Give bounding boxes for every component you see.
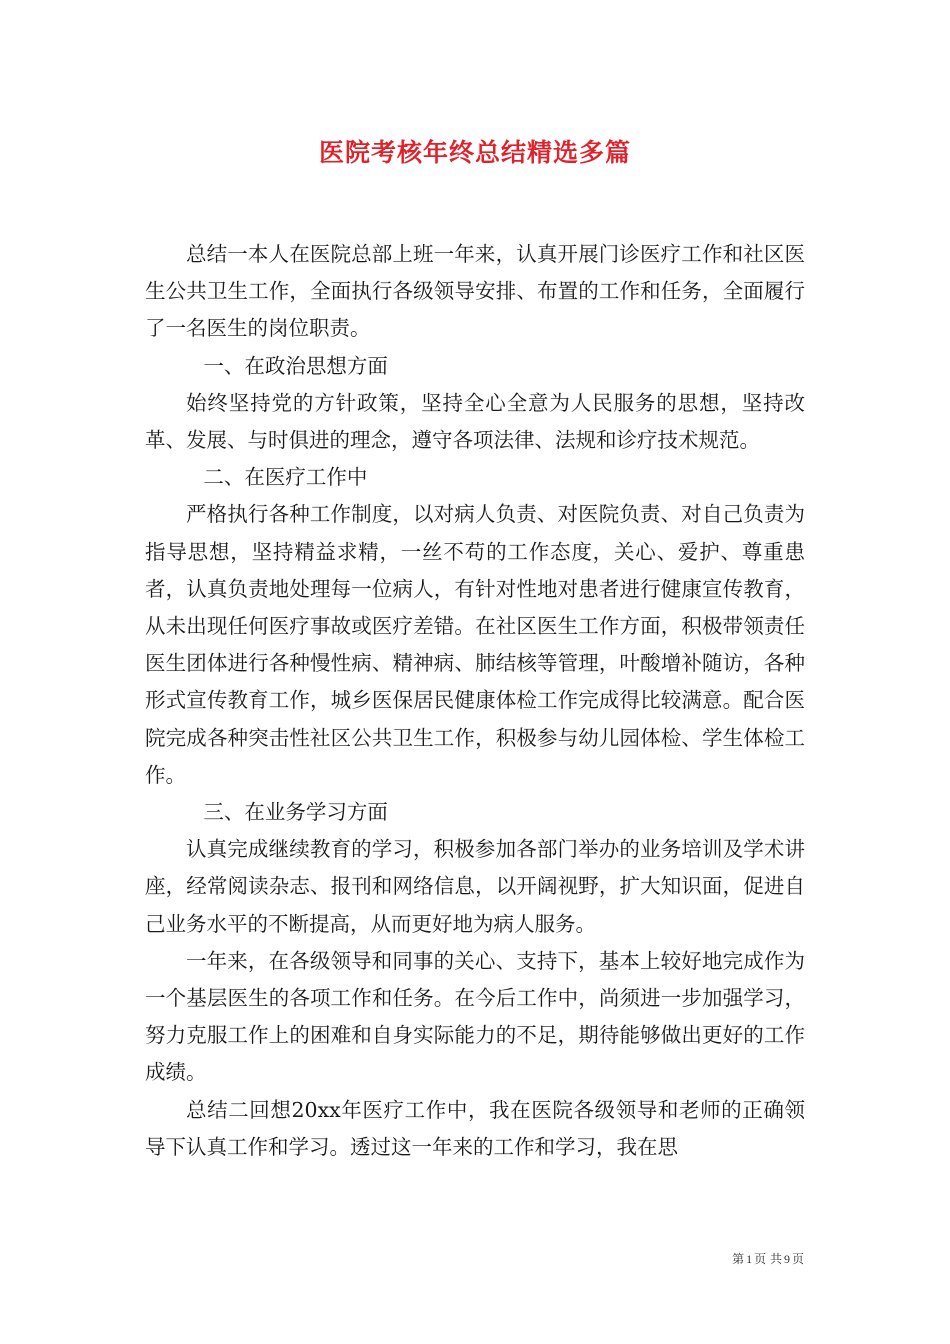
paragraph-medical-work: 严格执行各种工作制度，以对病人负责、对医院负责、对自己负责为指导思想，坚持精益求精，一丝不苟的工作态度，关心、爱护、尊重患者，认真负责地处理每一位病人，有针对性地对患者进行健康宣传教育，从未出现任何医疗事故或医疗差错。在社区医生工作方面，积极带领责任医生团体进行各种慢性病、精神病、肺结核等管理，叶酸增补随访，各种形式宣传教育工作，城乡医保居民健康体检工作完成得比较满意。配合医院完成各种突击性社区公共卫生工作，积极参与幼儿园体检、学生体检工作。: [145, 502, 805, 787]
paragraph-summary-two: 总结二回想20xx年医疗工作中，我在医院各级领导和老师的正确领导下认真工作和学习。透过这一年来的工作和学习，我在思: [145, 1097, 805, 1159]
footer-prefix: 第: [732, 1252, 745, 1266]
section-heading-study: 三、在业务学习方面: [203, 800, 388, 825]
document-body: [145, 236, 805, 1166]
footer-middle: 页 共: [754, 1252, 782, 1266]
document-title: 医院考核年终总结精选多篇: [318, 138, 631, 167]
footer-suffix: 页: [791, 1252, 804, 1266]
paragraph-intro: 总结一本人在医院总部上班一年来，认真开展门诊医疗工作和社区医生公共卫生工作，全面执行各级领导安排、布置的工作和任务，全面履行了一名医生的岗位职责。: [145, 242, 805, 341]
section-heading-medical-work: 二、在医疗工作中: [203, 465, 368, 490]
paragraph-conclusion: 一年来，在各级领导和同事的关心、支持下，基本上较好地完成作为一个基层医生的各项工作和任务。在今后工作中，尚须进一步加强学习，努力克服工作上的困难和自身实际能力的不足，期待能够做出更好的工作成绩。: [145, 948, 805, 1085]
page-number-footer: [732, 1250, 804, 1267]
footer-total-pages: 9: [783, 1252, 790, 1266]
footer-current-page: 1: [746, 1252, 753, 1266]
paragraph-study: 认真完成继续教育的学习，积极参加各部门举办的业务培训及学术讲座，经常阅读杂志、报刊和网络信息，以开阔视野，扩大知识面，促进自己业务水平的不断提高，从而更好地为病人服务。: [145, 837, 805, 936]
paragraph-politics: 始终坚持党的方针政策，坚持全心全意为人民服务的思想，坚持改革、发展、与时俱进的理念，遵守各项法律、法规和诊疗技术规范。: [145, 390, 805, 453]
section-heading-politics: 一、在政治思想方面: [203, 353, 388, 378]
